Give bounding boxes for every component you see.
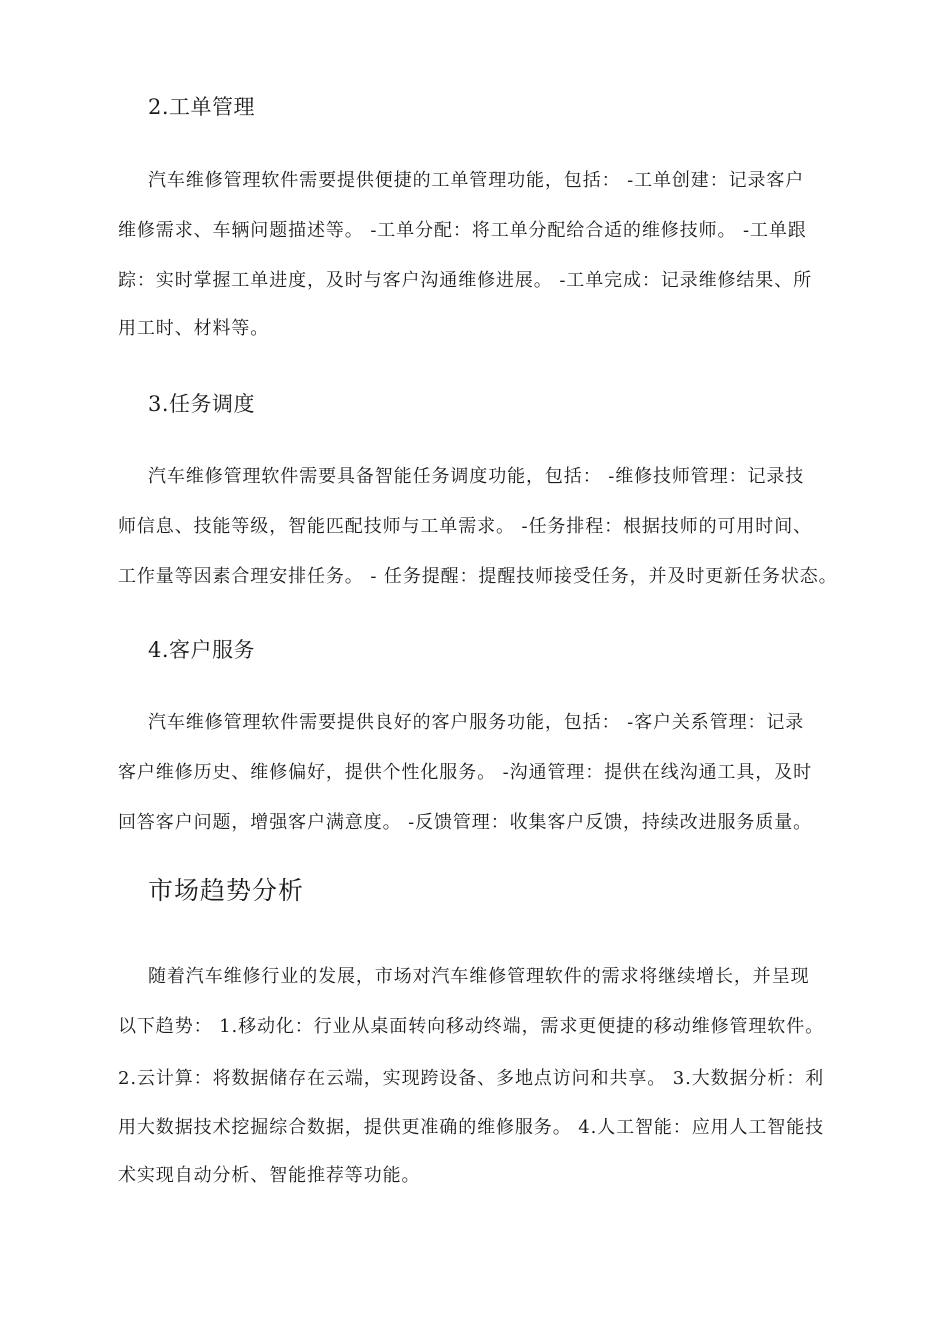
section-heading-task-scheduling: 3.任务调度 <box>148 392 256 416</box>
paragraph-line: 回答客户问题，增强客户满意度。 -反馈管理：收集客户反馈，持续改进服务质量。 <box>118 812 812 833</box>
paragraph-line: 术实现自动分析、智能推荐等功能。 <box>118 1165 421 1186</box>
section-heading-customer-service: 4.客户服务 <box>148 638 256 662</box>
paragraph-line: 汽车维修管理软件需要提供良好的客户服务功能，包括： -客户关系管理：记录 <box>148 712 805 733</box>
paragraph-line: 汽车维修管理软件需要提供便捷的工单管理功能，包括： -工单创建：记录客户 <box>148 170 805 191</box>
paragraph-line: 随着汽车维修行业的发展，市场对汽车维修管理软件的需求将继续增长，并呈现 <box>148 966 810 987</box>
paragraph-line: 踪：实时掌握工单进度，及时与客户沟通维修进展。 -工单完成：记录维修结果、所 <box>118 270 812 291</box>
paragraph-line: 用工时、材料等。 <box>118 318 270 339</box>
paragraph-line: 师信息、技能等级，智能匹配技师与工单需求。 -任务排程：根据技师的可用时间、 <box>118 516 812 537</box>
paragraph-line: 以下趋势： 1.移动化：行业从桌面转向移动终端，需求更便捷的移动维修管理软件。 <box>118 1016 824 1037</box>
section-heading-work-orders: 2.工单管理 <box>148 95 256 119</box>
paragraph-line: 客户维修历史、维修偏好，提供个性化服务。 -沟通管理：提供在线沟通工具，及时 <box>118 762 812 783</box>
paragraph-line: 维修需求、车辆问题描述等。 -工单分配：将工单分配给合适的维修技师。 -工单跟 <box>118 220 807 241</box>
paragraph-line: 工作量等因素合理安排任务。 - 任务提醒：提醒技师接受任务，并及时更新任务状态。 <box>118 566 838 587</box>
section-heading-market-trends: 市场趋势分析 <box>148 876 305 905</box>
paragraph-line: 用大数据技术挖掘综合数据，提供更准确的维修服务。 4.人工智能：应用人工智能技 <box>118 1117 824 1138</box>
paragraph-line: 2.云计算：将数据储存在云端，实现跨设备、多地点访问和共享。 3.大数据分析：利 <box>118 1068 825 1089</box>
paragraph-line: 汽车维修管理软件需要具备智能任务调度功能，包括： -维修技师管理：记录技 <box>148 466 805 487</box>
